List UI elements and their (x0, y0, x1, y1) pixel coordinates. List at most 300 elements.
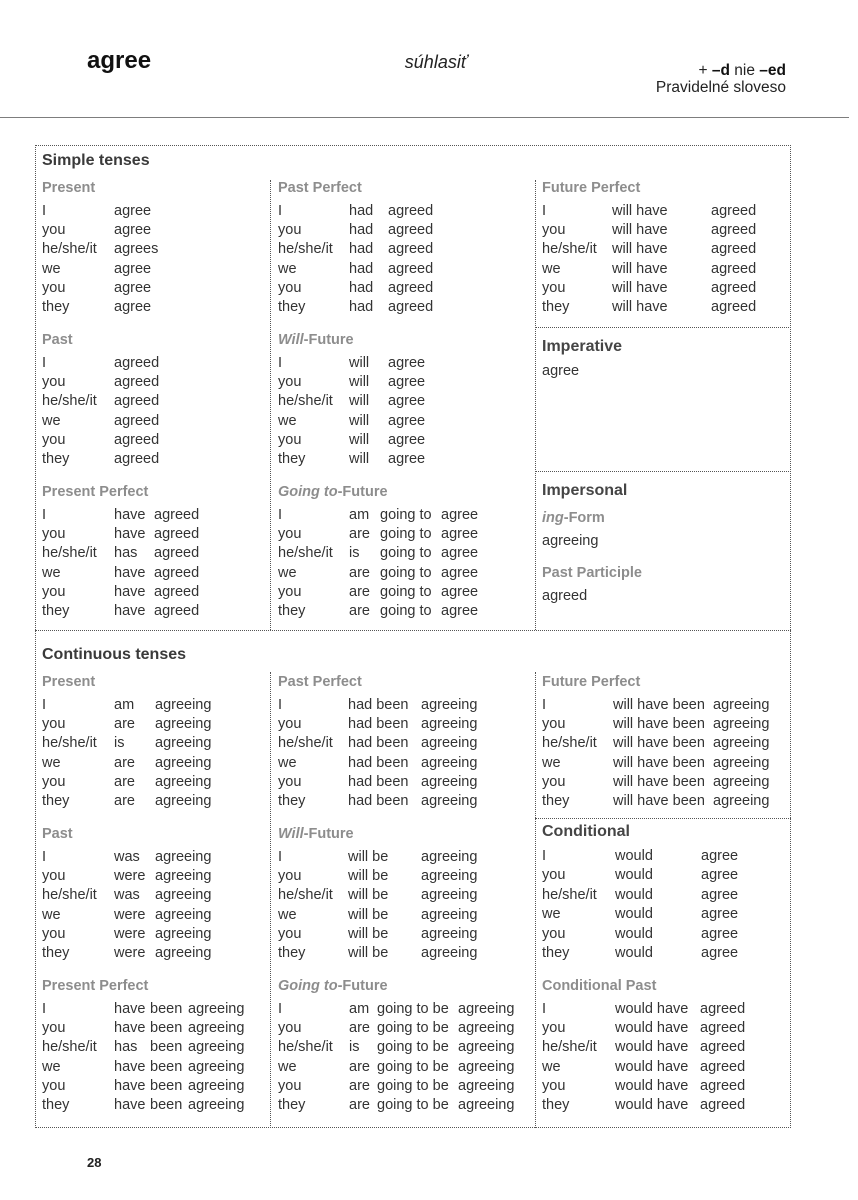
conjugation-row (42, 867, 267, 886)
conjugation-row (42, 1096, 267, 1115)
verb-form: agreeing (155, 793, 212, 810)
auxiliary-verb: will be (348, 848, 389, 865)
pronoun: you (278, 867, 302, 884)
auxiliary-verb: had been (348, 696, 409, 713)
conjugation-row (278, 506, 503, 525)
conjugation-row (278, 848, 503, 867)
auxiliary-verb: had been (348, 793, 409, 810)
continuous-will-future-block (278, 825, 503, 964)
conjugation-row (278, 240, 503, 259)
auxiliary-verb: have (114, 584, 146, 601)
verb-form: agreed (388, 280, 434, 297)
column-divider (270, 672, 271, 1128)
auxiliary-verb: going to (380, 564, 432, 581)
conjugation-row (42, 525, 267, 544)
auxiliary-verb: been (150, 1078, 183, 1095)
block-heading: Past Perfect (278, 673, 362, 690)
conjugation-row (542, 847, 767, 866)
pronoun: you (42, 584, 66, 601)
verb-form: agreed (388, 299, 434, 316)
continuous-past-perfect-block (278, 673, 503, 812)
auxiliary-verb: had been (348, 715, 409, 732)
heading-rest: -Form (563, 509, 605, 526)
continuous-future-perfect-block (542, 673, 770, 812)
pronoun: you (42, 867, 66, 884)
pronoun: you (42, 774, 66, 791)
block-heading: Present (42, 673, 96, 690)
column-divider (270, 180, 271, 630)
auxiliary-verb: has (114, 1039, 138, 1056)
conjugation-row (42, 240, 267, 259)
conjugation-row (542, 1000, 767, 1019)
auxiliary-verb: going to be (377, 1078, 449, 1095)
auxiliary-verb: is (114, 735, 125, 752)
auxiliary-verb: are (349, 1019, 370, 1036)
pronoun: he/she/it (42, 1039, 97, 1056)
pronoun: you (42, 1019, 66, 1036)
conjugation-rows (42, 354, 267, 470)
pronoun: you (278, 432, 302, 449)
verb-form: agreeing (713, 696, 770, 713)
verb-form: agreed (114, 373, 160, 390)
pronoun: he/she/it (42, 887, 97, 904)
verb-form: agree (114, 202, 152, 219)
conjugation-row (542, 1058, 767, 1077)
conjugation-row (278, 1019, 515, 1038)
conjugation-row (542, 1038, 767, 1057)
pronoun: I (542, 202, 547, 219)
verb-form: agreed (700, 1000, 746, 1017)
verb-form: agreeing (421, 926, 478, 943)
verb-form: agreeing (155, 848, 212, 865)
auxiliary-verb: will have (612, 202, 668, 219)
conjugation-row (42, 412, 267, 431)
verb-class: Pravidelné sloveso (655, 78, 786, 96)
conjugation-rows (278, 1000, 515, 1116)
heading-rest: -Future (303, 331, 354, 348)
continuous-past-block (42, 825, 267, 964)
pronoun: you (42, 280, 66, 297)
block-heading (278, 977, 503, 996)
auxiliary-verb: am (349, 506, 370, 523)
conjugation-row (42, 886, 267, 905)
verb-form: agree (441, 525, 479, 542)
conjugation-rows (42, 202, 267, 318)
block-heading (278, 825, 503, 844)
verb-form: agreeing (458, 1000, 515, 1017)
pronoun: you (542, 867, 566, 884)
section-divider (35, 630, 791, 631)
conjugation-row (278, 525, 503, 544)
simple-present-block (42, 179, 267, 318)
conjugation-row (542, 279, 767, 298)
imperative-form: agree (542, 362, 580, 379)
verb-form: agree (388, 354, 426, 371)
verb-form: agree (701, 886, 739, 903)
auxiliary-verb: would have (615, 1019, 689, 1036)
imperative-heading: Imperative (542, 337, 623, 355)
auxiliary-verb: would (615, 886, 653, 903)
pronoun: we (542, 906, 561, 923)
verb-form: agreed (711, 260, 757, 277)
past-participle-heading: Past Participle (542, 564, 642, 581)
impersonal-block (542, 481, 767, 606)
pronoun: I (278, 202, 283, 219)
verb-form: agreeing (155, 867, 212, 884)
conjugation-rows (42, 1000, 267, 1116)
auxiliary-verb: are (114, 754, 135, 771)
verb-form: agreeing (458, 1039, 515, 1056)
verb-form: agreeing (421, 848, 478, 865)
conjugation-row (542, 754, 770, 773)
auxiliary-verb: will have (612, 299, 668, 316)
ing-form-heading (542, 509, 767, 528)
pronoun: we (42, 1058, 61, 1075)
verb-form: agreed (154, 603, 200, 620)
pronoun: we (278, 564, 297, 581)
conjugation-row (278, 1096, 515, 1115)
auxiliary-verb: had (349, 299, 374, 316)
auxiliary-verb: will have been (613, 754, 705, 771)
conjugation-row (42, 506, 267, 525)
continuous-present-block (42, 673, 267, 812)
conjugation-row (42, 583, 267, 602)
auxiliary-verb: were (114, 926, 146, 943)
verb-form: agreeing (421, 715, 478, 732)
verb-form: agreed (388, 221, 434, 238)
verb-form: agreed (711, 299, 757, 316)
verb-form: agreeing (188, 1058, 245, 1075)
pronoun: you (42, 432, 66, 449)
verb-form: agreeing (421, 887, 478, 904)
conjugation-row (278, 373, 503, 392)
conjugation-row (278, 734, 503, 753)
conjugation-rows (542, 847, 767, 963)
auxiliary-verb: will (349, 432, 370, 449)
verb-form: agreeing (155, 696, 212, 713)
auxiliary-verb: are (114, 793, 135, 810)
conjugation-rows (278, 848, 503, 964)
verb-form: agrees (114, 241, 159, 258)
page-number: 28 (87, 1155, 102, 1170)
pronoun: I (278, 696, 283, 713)
pronoun: you (42, 525, 66, 542)
conjugation-row (42, 260, 267, 279)
pronoun: you (42, 1078, 66, 1095)
verb-form: agreed (711, 241, 757, 258)
auxiliary-verb: will be (348, 926, 389, 943)
pronoun: we (42, 564, 61, 581)
auxiliary-verb: had (349, 221, 374, 238)
verb-form: agreeing (421, 754, 478, 771)
pronoun: you (278, 1019, 302, 1036)
verb-form: agree (114, 221, 152, 238)
auxiliary-verb: have (114, 1058, 146, 1075)
auxiliary-verb: have (114, 564, 146, 581)
block-heading: Past (42, 331, 73, 348)
verb-form: agreed (154, 506, 200, 523)
pronoun: he/she/it (278, 545, 333, 562)
auxiliary-verb: will (349, 412, 370, 429)
auxiliary-verb: have (114, 506, 146, 523)
conjugation-row (278, 944, 503, 963)
pronoun: I (42, 506, 47, 523)
conjugation-row (278, 925, 503, 944)
auxiliary-verb: are (114, 774, 135, 791)
auxiliary-verb: will (349, 451, 370, 468)
conjugation-row (542, 792, 770, 811)
pronoun: they (542, 1097, 570, 1114)
conjugation-row (542, 886, 767, 905)
conjugation-row (278, 602, 503, 621)
conjugation-row (42, 602, 267, 621)
rule-plus: + (698, 61, 708, 79)
auxiliary-verb: will be (348, 867, 389, 884)
verb-form: agreeing (155, 715, 212, 732)
pronoun: they (42, 793, 70, 810)
conjugation-row (278, 1038, 515, 1057)
pronoun: he/she/it (542, 886, 597, 903)
auxiliary-verb: would (615, 848, 653, 864)
conjugation-row (42, 1058, 267, 1077)
conjugation-row (278, 392, 503, 411)
pronoun: he/she/it (278, 241, 333, 258)
auxiliary-verb: would have (615, 1078, 689, 1095)
block-heading: Present Perfect (42, 483, 149, 500)
pronoun: he/she/it (42, 241, 97, 258)
conjugation-row (42, 1019, 267, 1038)
auxiliary-verb: had been (348, 774, 409, 791)
conjugation-row (542, 298, 767, 317)
ending-rule (656, 62, 786, 79)
verb-form: agree (114, 280, 152, 297)
conjugation-row (278, 260, 503, 279)
conjugation-rows (542, 1000, 767, 1116)
auxiliary-verb: were (114, 906, 146, 923)
auxiliary-verb: would have (615, 1000, 689, 1017)
auxiliary-verb: will have been (613, 774, 705, 791)
rule-not-ending: –ed (759, 61, 786, 79)
pronoun: you (542, 774, 566, 791)
conjugation-rows (542, 696, 770, 812)
auxiliary-verb: will have (612, 241, 668, 258)
pronoun: you (42, 373, 66, 390)
auxiliary-verb: been (150, 1000, 183, 1017)
conjugation-rows (42, 696, 267, 812)
auxiliary-verb: been (150, 1039, 183, 1056)
auxiliary-verb: are (349, 603, 370, 620)
pronoun: we (278, 1058, 297, 1075)
pronoun: they (278, 1097, 306, 1114)
conjugation-row (42, 1077, 267, 1096)
auxiliary-verb: will have (612, 260, 668, 277)
pronoun: he/she/it (542, 735, 597, 752)
conjugation-row (278, 544, 503, 563)
verb-form: agreeing (713, 735, 770, 752)
auxiliary-verb: is (349, 1039, 360, 1056)
verb-form: agreed (388, 241, 434, 258)
conjugation-rows (542, 202, 767, 318)
pronoun: we (42, 412, 61, 429)
conjugation-row (278, 715, 503, 734)
auxiliary-verb: been (150, 1058, 183, 1075)
conjugation-row (542, 696, 770, 715)
conjugation-row (42, 392, 267, 411)
pronoun: you (42, 926, 66, 943)
auxiliary-verb: have (114, 1097, 146, 1114)
verb-form: agreed (114, 432, 160, 449)
pronoun: you (278, 280, 302, 297)
rule-ending: –d (711, 61, 730, 79)
verb-form: agreeing (421, 774, 478, 791)
verb-form: agreeing (458, 1019, 515, 1036)
conjugation-row (42, 1038, 267, 1057)
verb-form: agree (388, 393, 426, 410)
conjugation-rows (278, 354, 503, 470)
pronoun: he/she/it (278, 1039, 333, 1056)
pronoun: they (278, 793, 306, 810)
verb-form: agreeing (188, 1019, 245, 1036)
pronoun: they (542, 793, 570, 810)
conjugation-row (278, 354, 503, 373)
pronoun: you (278, 774, 302, 791)
verb-form: agreeing (458, 1058, 515, 1075)
conjugation-row (42, 906, 267, 925)
pronoun: you (42, 715, 66, 732)
verb-form: agree (388, 432, 426, 449)
conjugation-row (278, 583, 503, 602)
simple-going-to-future-block (278, 483, 503, 622)
imperative-block (542, 337, 767, 381)
conjugation-row (278, 298, 503, 317)
conjugation-row (542, 260, 767, 279)
pronoun: he/she/it (542, 241, 597, 258)
pronoun: you (542, 280, 566, 297)
verb-form: agreeing (421, 735, 478, 752)
pronoun: they (542, 299, 570, 316)
verb-form: agree (701, 906, 739, 923)
verb-form: agreeing (713, 793, 770, 810)
pronoun: he/she/it (42, 545, 97, 562)
conjugation-row (278, 1000, 515, 1019)
conjugation-row (542, 1096, 767, 1115)
block-heading: Present (42, 179, 96, 196)
verb-form: agreeing (421, 867, 478, 884)
verb-form: agreeing (188, 1078, 245, 1095)
verb-form: agreed (700, 1078, 746, 1095)
conjugation-row (542, 925, 767, 944)
auxiliary-verb: going to (380, 506, 432, 523)
conjugation-row (42, 564, 267, 583)
auxiliary-verb: are (349, 584, 370, 601)
conjugation-row (278, 792, 503, 811)
pronoun: you (542, 925, 566, 942)
heading-italic: Going to (278, 977, 338, 994)
conditional-heading: Conditional (542, 822, 630, 840)
conjugation-row (278, 1077, 515, 1096)
auxiliary-verb: have (114, 1000, 146, 1017)
pronoun: you (542, 1078, 566, 1095)
verb-info (656, 62, 786, 96)
conjugation-row (42, 202, 267, 221)
pronoun: I (542, 848, 547, 864)
conjugation-row (542, 734, 770, 753)
verb-headword: agree (87, 47, 152, 74)
ing-form: agreeing (542, 532, 599, 549)
heading-rest: -Future (303, 825, 354, 842)
verb-form: agree (388, 412, 426, 429)
simple-future-perfect-block (542, 179, 767, 318)
pronoun: they (42, 451, 70, 468)
verb-form: agreeing (421, 793, 478, 810)
auxiliary-verb: are (114, 715, 135, 732)
pronoun: you (278, 221, 302, 238)
header-divider (0, 117, 849, 118)
pronoun: you (542, 1019, 566, 1036)
auxiliary-verb: have (114, 603, 146, 620)
pronoun: I (278, 354, 283, 371)
block-heading: Future Perfect (542, 673, 641, 690)
conjugation-row (542, 1077, 767, 1096)
block-divider (535, 327, 791, 328)
verb-form: agreed (711, 221, 757, 238)
conjugation-row (278, 412, 503, 431)
auxiliary-verb: would (615, 906, 653, 923)
heading-rest: -Future (337, 483, 388, 500)
conjugation-row (42, 792, 267, 811)
pronoun: he/she/it (542, 1039, 597, 1056)
pronoun: I (278, 848, 283, 865)
conjugation-row (542, 1019, 767, 1038)
auxiliary-verb: would have (615, 1097, 689, 1114)
auxiliary-verb: has (114, 545, 138, 562)
conjugation-row (42, 373, 267, 392)
column-divider (535, 180, 536, 630)
block-divider (535, 818, 791, 819)
auxiliary-verb: is (349, 545, 360, 562)
auxiliary-verb: am (114, 696, 135, 713)
conjugation-row (42, 734, 267, 753)
pronoun: you (278, 584, 302, 601)
auxiliary-verb: were (114, 945, 146, 962)
conjugation-row (278, 773, 503, 792)
verb-form: agree (114, 260, 152, 277)
auxiliary-verb: been (150, 1097, 183, 1114)
pronoun: they (42, 603, 70, 620)
auxiliary-verb: are (349, 1097, 370, 1114)
auxiliary-verb: going to (380, 525, 432, 542)
auxiliary-verb: going to be (377, 1039, 449, 1056)
pronoun: we (42, 906, 61, 923)
verb-form: agreed (154, 525, 200, 542)
conjugation-row (542, 240, 767, 259)
block-heading: Present Perfect (42, 977, 149, 994)
heading-italic: ing (542, 509, 564, 526)
continuous-going-to-future-block (278, 977, 515, 1116)
pronoun: you (542, 221, 566, 238)
section-title-continuous: Continuous tenses (42, 646, 187, 663)
continuous-present-perfect-block (42, 977, 267, 1116)
auxiliary-verb: would (615, 944, 653, 961)
block-heading: Conditional Past (542, 977, 657, 994)
conjugation-row (278, 279, 503, 298)
auxiliary-verb: had (349, 202, 374, 219)
pronoun: they (278, 603, 306, 620)
pronoun: they (542, 944, 570, 961)
conjugation-row (278, 886, 503, 905)
pronoun: I (42, 202, 47, 219)
verb-form: agree (114, 299, 152, 316)
